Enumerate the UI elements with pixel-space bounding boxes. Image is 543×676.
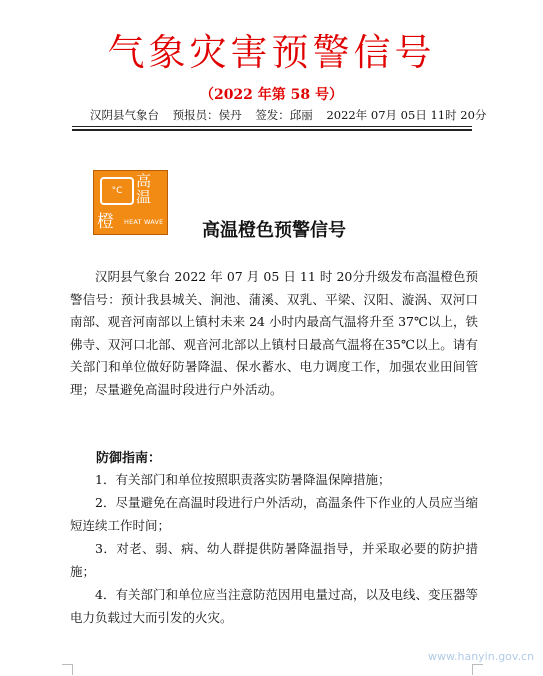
signer: 签发：邱丽 <box>255 108 313 122</box>
document-title: 气象灾害预警信号 <box>107 31 436 74</box>
guide-item: 2．尽量避免在高温时段进行户外活动，高温条件下作业的人员应当缩短连续工作时间； <box>70 495 478 533</box>
sun-thermometer-icon: °C <box>100 177 134 205</box>
body-paragraph: 汉阴县气象台 2022 年 07 月 05 日 11 时 20分升级发布高温橙色预警信号：预计我县城关、涧池、蒲溪、双乳、平梁、汉阳、漩涡、双河口南部、观音河南部以上镇村未来 24 小时内最高气温将升至 37℃以上，铁佛寺、双河口北部、观音河北部以上镇村日最高气温将在35℃以上。请有关部门和单位做好防暑降温、保水蓄水、电力调度工作，加强农业田间管理；尽量避免高温时段进行户外活动。 <box>70 269 478 397</box>
guide-title: 防御指南： <box>96 451 162 466</box>
header-rule-thin <box>72 126 472 127</box>
guide-item: 4．有关部门和单位应当注意防范因用电量过高，以及电线、变压器等电力负载过大而引发的火灾。 <box>70 587 478 625</box>
meta-line <box>90 107 510 123</box>
badge-type-text: 高温 <box>136 172 152 206</box>
page-corner-mark <box>472 664 483 675</box>
guide-item: 3．对老、弱、病、幼人群提供防暑降温指导，并采取必要的防护措施； <box>70 541 478 579</box>
issuing-unit: 汉阴县气象台 <box>90 108 159 122</box>
header-rule-thick <box>72 129 472 131</box>
page-corner-mark <box>62 664 73 675</box>
issue-number: （2022 年第 58 号） <box>199 87 344 103</box>
guide-item: 1．有关部门和单位按照职责落实防暑降温保障措施； <box>95 472 391 487</box>
issue-datetime: 2022年 07月 05日 11时 20分 <box>326 108 487 122</box>
badge-level-text: 橙 <box>97 212 114 232</box>
badge-english-text: HEAT WAVE <box>124 218 164 226</box>
signal-heading: 高温橙色预警信号 <box>202 220 346 241</box>
watermark: www.hanyin.gov.cn <box>428 650 535 663</box>
heat-wave-orange-badge <box>93 170 168 235</box>
forecaster: 预报员：侯丹 <box>172 108 242 122</box>
